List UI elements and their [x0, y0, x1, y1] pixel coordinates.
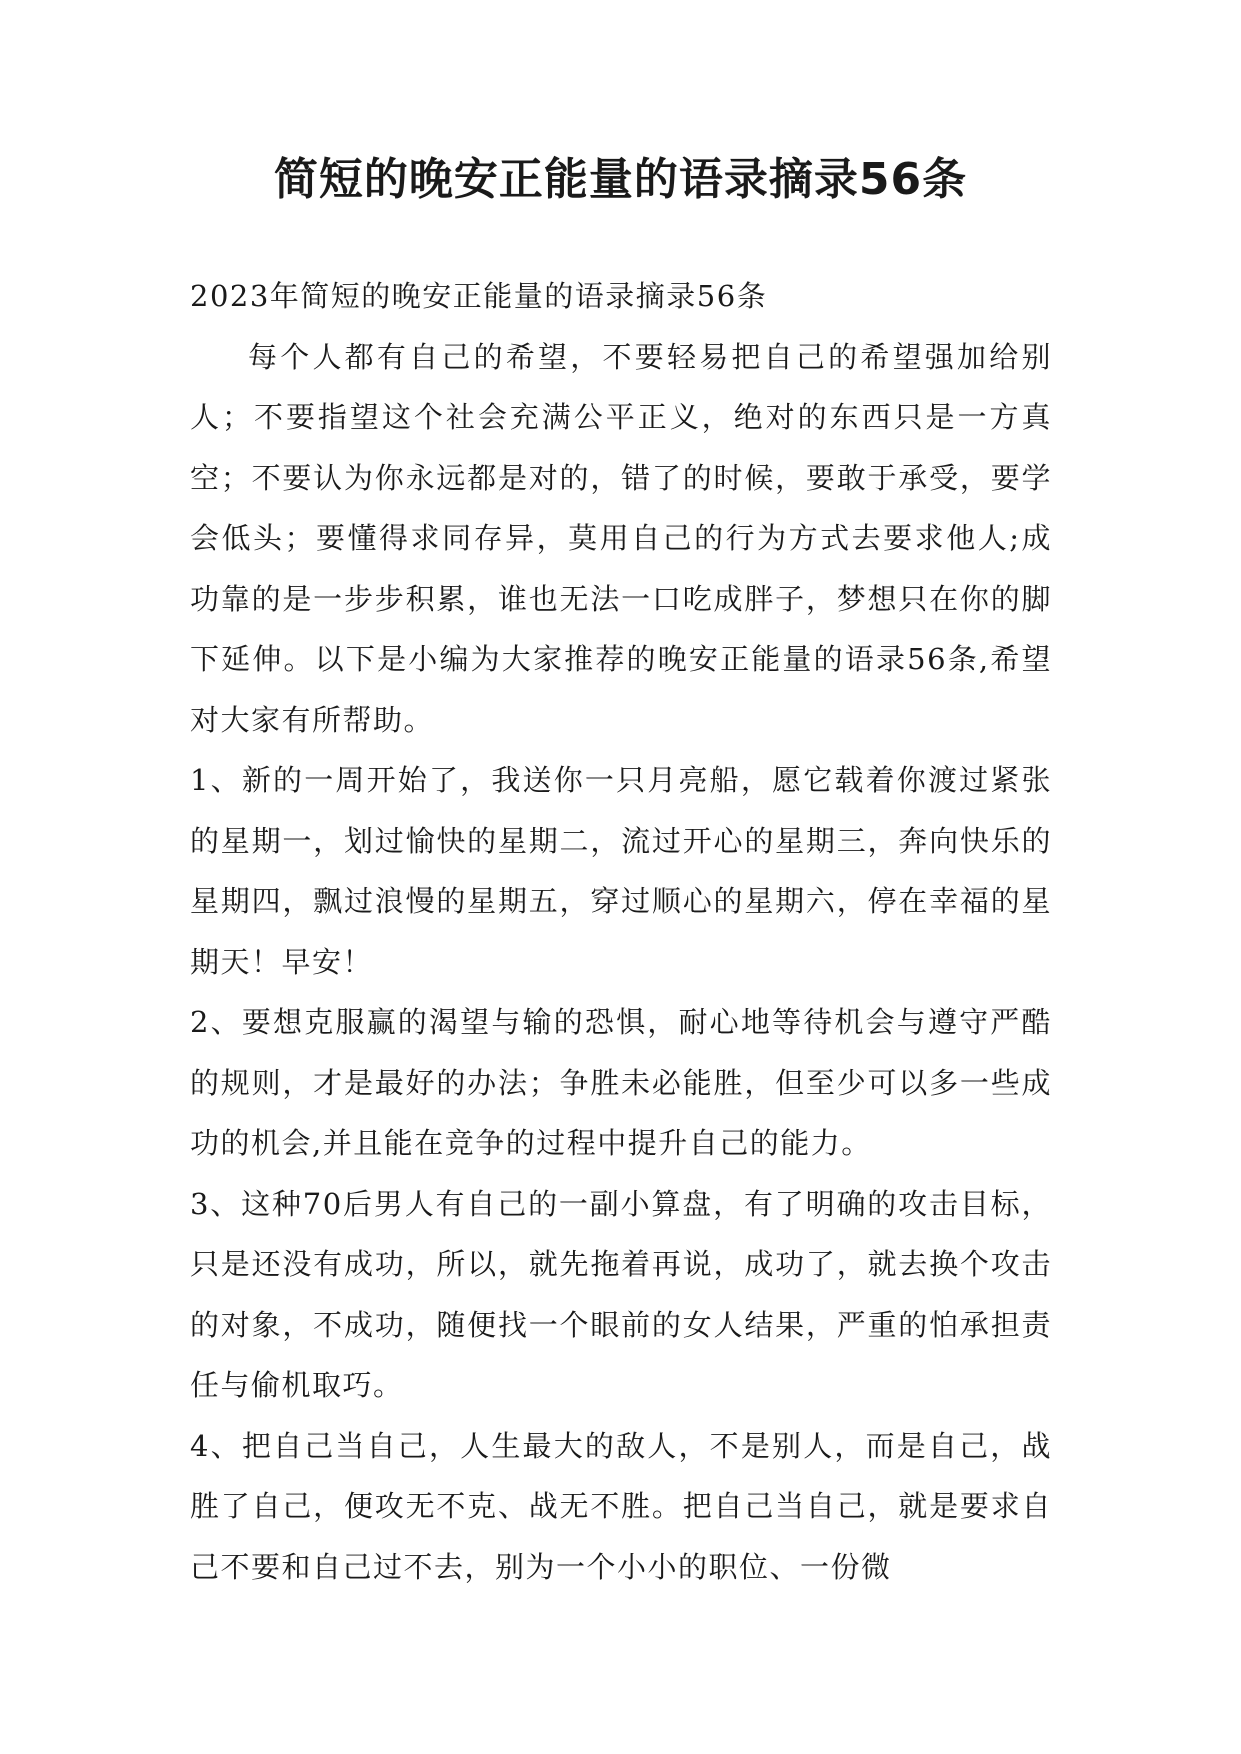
- quote-item-2: 2、要想克服赢的渴望与输的恐惧，耐心地等待机会与遵守严酷的规则，才是最好的办法；争胜未必能胜，但至少可以多一些成功的机会,并且能在竞争的过程中提升自己的能力。: [190, 1005, 1052, 1160]
- document-body: [190, 266, 1052, 1597]
- quote-item-3: 3、这种70后男人有自己的一副小算盘，有了明确的攻击目标，只是还没有成功，所以，就先拖着再说，成功了，就去换个攻击的对象，不成功，随便找一个眼前的女人结果，严重的怕承担责任与偷机取巧。: [190, 1186, 1052, 1402]
- document-title: 简短的晚安正能量的语录摘录56条: [273, 154, 968, 205]
- intro-paragraph: 每个人都有自己的希望，不要轻易把自己的希望强加给别人；不要指望这个社会充满公平正义，绝对的东西只是一方真空；不要认为你永远都是对的，错了的时候，要敢于承受，要学会低头；要懂得求同存异，莫用自己的行为方式去要求他人;成功靠的是一步步积累，谁也无法一口吃成胖子，梦想只在你的脚下延伸。以下是小编为大家推荐的晚安正能量的语录56条,希望对大家有所帮助。: [190, 339, 1052, 737]
- document-subtitle: 2023年简短的晚安正能量的语录摘录56条: [190, 279, 768, 313]
- quote-item-4: 4、把自己当自己，人生最大的敌人，不是别人，而是自己，战胜了自己，便攻无不克、战无不胜。把自己当自己，就是要求自己不要和自己过不去，别为一个小小的职位、一份微: [190, 1428, 1052, 1584]
- quote-item-1: 1、新的一周开始了，我送你一只月亮船，愿它载着你渡过紧张的星期一，划过愉快的星期二，流过开心的星期三，奔向快乐的星期四，飘过浪慢的星期五，穿过顺心的星期六，停在幸福的星期天！早安！: [190, 763, 1052, 979]
